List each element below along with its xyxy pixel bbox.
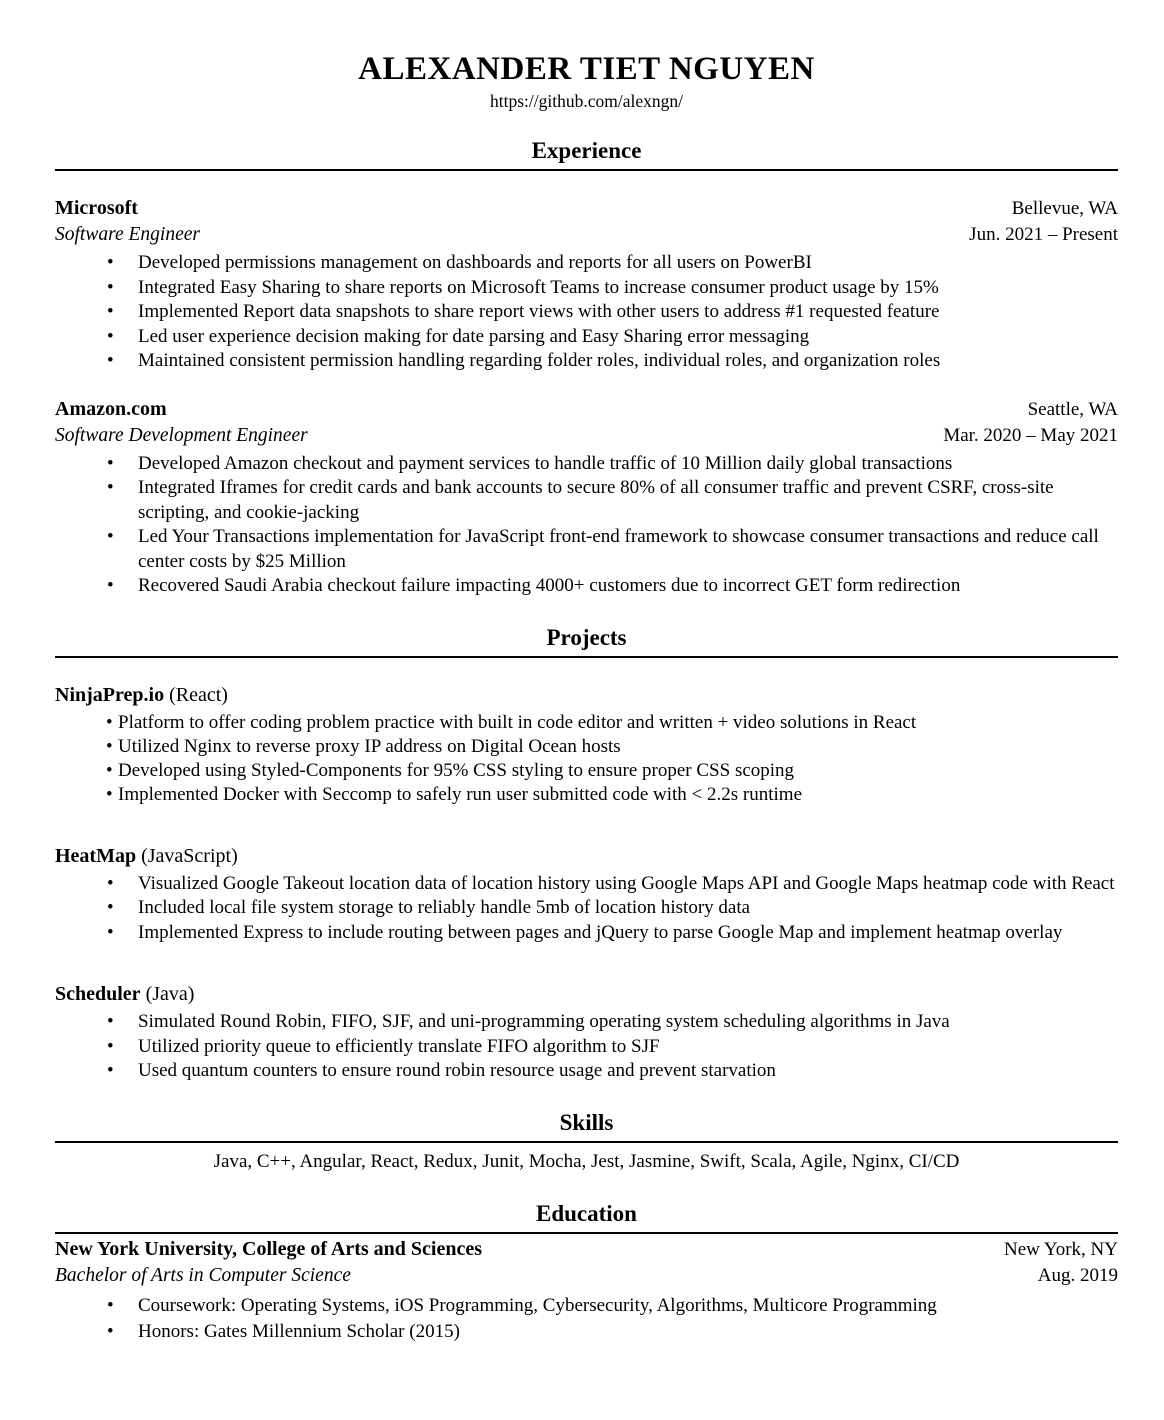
education-bullet-list — [55, 1293, 1118, 1345]
bullet-item: • Honors: Gates Millennium Scholar (2015) — [55, 1319, 1118, 1345]
job-subheader-row — [55, 222, 1118, 248]
project-title — [55, 682, 1118, 708]
education-location: New York, NY — [1003, 1238, 1118, 1260]
job-header-row — [55, 195, 1118, 222]
bullet-item: • Platform to offer coding problem practice with built in code editor and written + video solutions in React — [55, 711, 1118, 735]
project-bullet-list — [55, 872, 1118, 946]
education-date: Aug. 2019 — [1037, 1264, 1118, 1286]
project-name: HeatMap — [55, 844, 137, 867]
job-bullet-list — [55, 452, 1118, 599]
job-role: Software Development Engineer — [55, 424, 308, 446]
job-bullet-list — [55, 251, 1118, 374]
bullet-item: • Recovered Saudi Arabia checkout failure impacting 4000+ customers due to incorrect GET form redirection — [55, 574, 1118, 599]
job-role: Software Engineer — [55, 224, 200, 245]
job-location: Bellevue, WA — [1011, 198, 1118, 219]
bullet-item: • Included local file system storage to reliably handle 5mb of location history data — [55, 896, 1118, 921]
project-tech: (React) — [169, 683, 228, 706]
section-divider — [55, 1141, 1118, 1143]
section-divider — [55, 1232, 1118, 1234]
person-name: ALEXANDER TIET NGUYEN — [358, 51, 815, 87]
section-title-skills: Skills — [559, 1109, 614, 1135]
section-divider — [55, 656, 1118, 658]
bullet-item: • Led Your Transactions implementation for JavaScript front-end framework to showcase consumer transactions and reduce call center costs by $25 Million — [55, 525, 1118, 574]
project-entry-heatmap — [55, 843, 1118, 946]
job-header-row — [55, 396, 1118, 423]
bullet-item: • Developed permissions management on dashboards and reports for all users on PowerBI — [55, 251, 1118, 276]
project-name: Scheduler — [55, 983, 141, 1005]
job-company: Amazon.com — [55, 397, 167, 420]
bullet-item: • Developed Amazon checkout and payment services to handle traffic of 10 Million daily global transactions — [55, 452, 1118, 477]
section-title-education: Education — [536, 1200, 637, 1226]
job-dates: Jun. 2021 – Present — [969, 224, 1118, 245]
skills-list: Java, C++, Angular, React, Redux, Junit, Mocha, Jest, Jasmine, Swift, Scala, Agile, Nginx, CI/CD — [213, 1150, 960, 1172]
project-tech: (Java) — [145, 983, 195, 1005]
education-degree: Bachelor of Arts in Computer Science — [55, 1264, 351, 1286]
bullet-item: • Utilized priority queue to efficiently translate FIFO algorithm to SJF — [55, 1035, 1118, 1060]
section-title-projects: Projects — [546, 624, 627, 650]
project-name: NinjaPrep.io — [55, 683, 165, 706]
bullet-item: • Used quantum counters to ensure round robin resource usage and prevent starvation — [55, 1059, 1118, 1084]
bullet-item: • Implemented Express to include routing between pages and jQuery to parse Google Map and implement heatmap overlay — [55, 921, 1118, 946]
github-url: https://github.com/alexngn/ — [490, 91, 683, 111]
job-company: Microsoft — [55, 197, 138, 219]
bullet-item: • Developed using Styled-Components for 95% CSS styling to ensure proper CSS scoping — [55, 759, 1118, 783]
bullet-item: • Integrated Iframes for credit cards and bank accounts to secure 80% of all consumer traffic and prevent CSRF, cross-site scripting, and cookie-jacking — [55, 476, 1118, 525]
job-location: Seattle, WA — [1027, 398, 1118, 420]
bullet-item: • Implemented Docker with Seccomp to safely run user submitted code with < 2.2s runtime — [55, 783, 1118, 807]
project-tech: (JavaScript) — [141, 844, 238, 867]
bullet-item: • Maintained consistent permission handling regarding folder roles, individual roles, and organization roles — [55, 349, 1118, 374]
bullet-item: • Led user experience decision making for date parsing and Easy Sharing error messaging — [55, 325, 1118, 350]
bullet-item: • Visualized Google Takeout location data of location history using Google Maps API and Google Maps heatmap code with React — [55, 872, 1118, 897]
section-title-experience: Experience — [531, 138, 642, 163]
job-dates: Mar. 2020 – May 2021 — [943, 424, 1118, 446]
project-title — [55, 843, 1118, 869]
job-entry-microsoft — [55, 195, 1118, 374]
job-subheader-row — [55, 423, 1118, 449]
education-header-row — [55, 1236, 1118, 1263]
project-bullet-list — [55, 1010, 1118, 1084]
bullet-item: • Utilized Nginx to reverse proxy IP address on Digital Ocean hosts — [55, 735, 1118, 759]
bullet-item: • Implemented Report data snapshots to share report views with other users to address #1 requested feature — [55, 300, 1118, 325]
project-entry-ninjaprep — [55, 682, 1118, 807]
job-entry-amazon — [55, 396, 1118, 599]
education-entry — [55, 1236, 1118, 1345]
bullet-item: • Coursework: Operating Systems, iOS Programming, Cybersecurity, Algorithms, Multicore Programming — [55, 1293, 1118, 1319]
section-divider — [55, 169, 1118, 171]
project-title — [55, 981, 1118, 1007]
bullet-item: • Simulated Round Robin, FIFO, SJF, and uni-programming operating system scheduling algorithms in Java — [55, 1010, 1118, 1035]
project-entry-scheduler — [55, 981, 1118, 1084]
project-bullet-list — [55, 711, 1118, 807]
education-subheader-row — [55, 1263, 1118, 1289]
bullet-item: • Integrated Easy Sharing to share reports on Microsoft Teams to increase consumer product usage by 15% — [55, 276, 1118, 301]
education-school: New York University, College of Arts and Sciences — [55, 1237, 482, 1260]
